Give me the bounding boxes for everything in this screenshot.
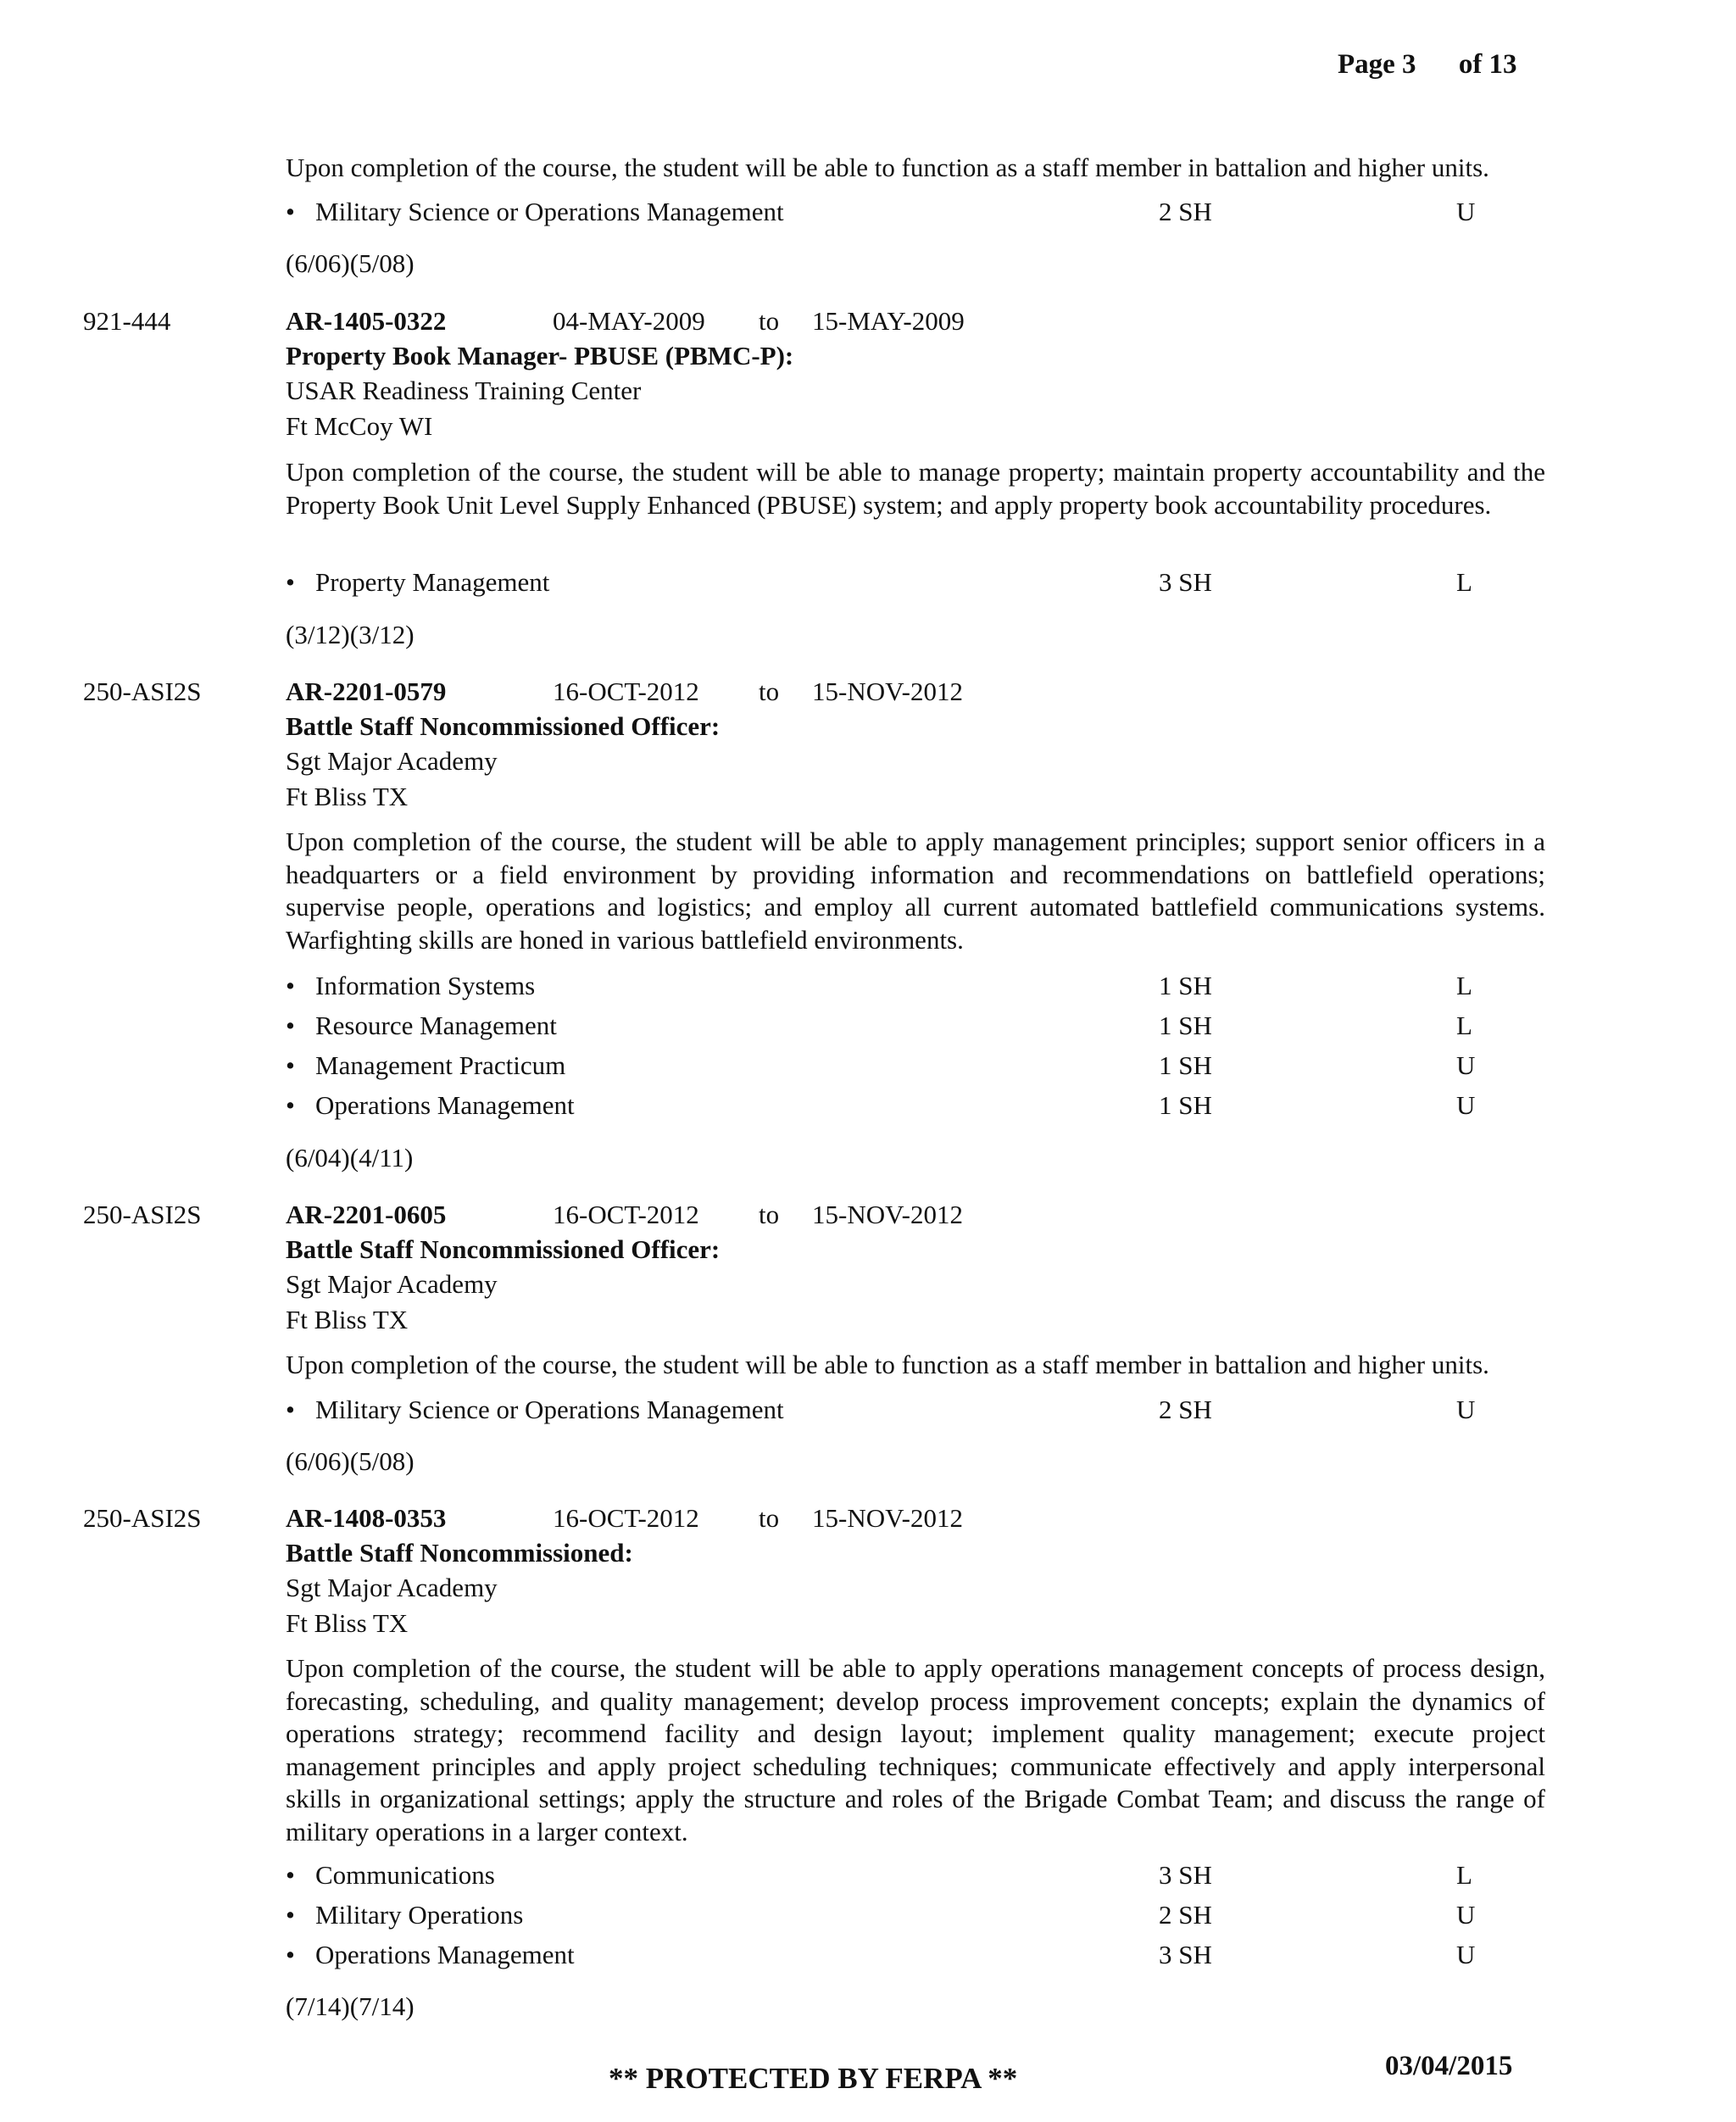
credit-level: U (1456, 1900, 1476, 1930)
ace-id: AR-1405-0322 (286, 306, 447, 336)
course-description: Upon completion of the course, the student will be able to manage property; maintain property accountability and the Property Book Unit Level Supply Enhanced (PBUSE) system; and apply property book accountability procedures. (286, 457, 1545, 520)
bullet-icon: • (286, 1900, 295, 1930)
credit-level: L (1456, 1011, 1472, 1040)
credit-row (286, 969, 1545, 1009)
page-label: Page 3 (1338, 49, 1416, 80)
credit-hours: 3 SH (1159, 1860, 1212, 1890)
print-date: 03/04/2015 (1385, 2051, 1513, 2081)
recommendation-dates: (3/12)(3/12) (286, 620, 415, 649)
credit-row (286, 1938, 1545, 1978)
course-title: Battle Staff Noncommissioned Officer: (286, 711, 721, 741)
location-line1: Sgt Major Academy (286, 746, 498, 776)
credit-hours: 2 SH (1159, 1395, 1212, 1424)
location-line2: Ft McCoy WI (286, 411, 433, 441)
credit-hours: 2 SH (1159, 1900, 1212, 1930)
credit-row (286, 195, 1545, 235)
credit-hours: 3 SH (1159, 1940, 1212, 1969)
ace-id: AR-1408-0353 (286, 1503, 447, 1533)
credit-hours: 1 SH (1159, 1011, 1212, 1040)
course-number: 250-ASI2S (83, 1200, 202, 1229)
credit-level: L (1456, 567, 1472, 597)
recommendation-dates: (6/06)(5/08) (286, 248, 415, 278)
bullet-icon: • (286, 1011, 295, 1040)
credit-level: L (1456, 971, 1472, 1000)
to-label: to (759, 1503, 780, 1533)
course-title: Property Book Manager- PBUSE (PBMC-P): (286, 341, 794, 370)
credit-subject: Operations Management (315, 1940, 575, 1969)
page-number (1338, 49, 1517, 81)
location-line2: Ft Bliss TX (286, 1305, 409, 1334)
end-date: 15-MAY-2009 (812, 306, 965, 336)
location-line1: USAR Readiness Training Center (286, 376, 642, 405)
credit-subject: Communications (315, 1860, 495, 1890)
credit-level: U (1456, 1940, 1476, 1969)
bullet-icon: • (286, 1395, 295, 1424)
bullet-icon: • (286, 1860, 295, 1890)
start-date: 04-MAY-2009 (553, 306, 705, 336)
credit-hours: 1 SH (1159, 1090, 1212, 1120)
credit-level: U (1456, 1090, 1476, 1120)
recommendation-dates: (6/06)(5/08) (286, 1446, 415, 1476)
bullet-icon: • (286, 1090, 295, 1120)
credit-subject: Resource Management (315, 1011, 557, 1040)
course-description: Upon completion of the course, the student will be able to apply management principles; support senior officers in a headquarters or a field environment by providing information and recommendations on battlefield operations; supervise people, operations and logistics; and employ all current automated battlefield communications systems. Warfighting skills are honed in various battlefield environments. (286, 827, 1545, 955)
credit-hours: 1 SH (1159, 1050, 1212, 1080)
credit-subject: Military Science or Operations Management (315, 197, 784, 226)
credit-level: U (1456, 1395, 1476, 1424)
credit-row (286, 1393, 1545, 1433)
location-line1: Sgt Major Academy (286, 1269, 498, 1299)
bullet-icon: • (286, 1050, 295, 1080)
credit-level: U (1456, 1050, 1476, 1080)
bullet-icon: • (286, 567, 295, 597)
bullet-icon: • (286, 197, 295, 226)
to-label: to (759, 677, 780, 706)
recommendation-dates: (6/04)(4/11) (286, 1143, 414, 1172)
start-date: 16-OCT-2012 (553, 677, 699, 706)
course-title: Battle Staff Noncommissioned: (286, 1538, 633, 1568)
credit-subject: Property Management (315, 567, 550, 597)
credit-subject: Information Systems (315, 971, 536, 1000)
location-line2: Ft Bliss TX (286, 782, 409, 811)
course-description: Upon completion of the course, the student will be able to function as a staff member in battalion and higher units. (286, 1350, 1489, 1379)
end-date: 15-NOV-2012 (812, 677, 963, 706)
page-total: of 13 (1458, 49, 1517, 80)
bullet-icon: • (286, 971, 295, 1000)
credit-subject: Military Science or Operations Management (315, 1395, 784, 1424)
course-description: Upon completion of the course, the student will be able to apply operations management concepts of process design, forecasting, scheduling, and quality management; develop process improvement concepts; explain the dynamics of operations strategy; recommend facility and design layout; implement quality management; execute project management principles and apply project scheduling techniques; communicate effectively and apply interpersonal skills in organizational settings; apply the structure and roles of the Brigade Combat Team; and discuss the range of military operations in a larger context. (286, 1653, 1545, 1846)
credit-hours: 2 SH (1159, 197, 1212, 226)
credit-level: U (1456, 197, 1476, 226)
credit-level: L (1456, 1860, 1472, 1890)
credit-subject: Operations Management (315, 1090, 575, 1120)
to-label: to (759, 1200, 780, 1229)
credit-row (286, 1049, 1545, 1089)
to-label: to (759, 306, 780, 336)
course-number: 250-ASI2S (83, 1503, 202, 1533)
credit-subject: Military Operations (315, 1900, 524, 1930)
recommendation-dates: (7/14)(7/14) (286, 1991, 415, 2021)
credit-row (286, 1898, 1545, 1938)
ferpa-notice: ** PROTECTED BY FERPA ** (609, 2062, 1018, 2095)
course-description: Upon completion of the course, the student will be able to function as a staff member in battalion and higher units. (286, 153, 1489, 182)
credit-row (286, 1009, 1545, 1049)
ace-id: AR-2201-0579 (286, 677, 447, 706)
credit-row (286, 565, 1545, 605)
course-number: 250-ASI2S (83, 677, 202, 706)
end-date: 15-NOV-2012 (812, 1200, 963, 1229)
credit-hours: 1 SH (1159, 971, 1212, 1000)
course-title: Battle Staff Noncommissioned Officer: (286, 1234, 721, 1264)
credit-row (286, 1858, 1545, 1898)
location-line2: Ft Bliss TX (286, 1608, 409, 1638)
location-line1: Sgt Major Academy (286, 1573, 498, 1602)
credit-subject: Management Practicum (315, 1050, 566, 1080)
ace-id: AR-2201-0605 (286, 1200, 447, 1229)
end-date: 15-NOV-2012 (812, 1503, 963, 1533)
course-number: 921-444 (83, 306, 171, 336)
start-date: 16-OCT-2012 (553, 1503, 699, 1533)
credit-hours: 3 SH (1159, 567, 1212, 597)
bullet-icon: • (286, 1940, 295, 1969)
start-date: 16-OCT-2012 (553, 1200, 699, 1229)
credit-row (286, 1089, 1545, 1128)
